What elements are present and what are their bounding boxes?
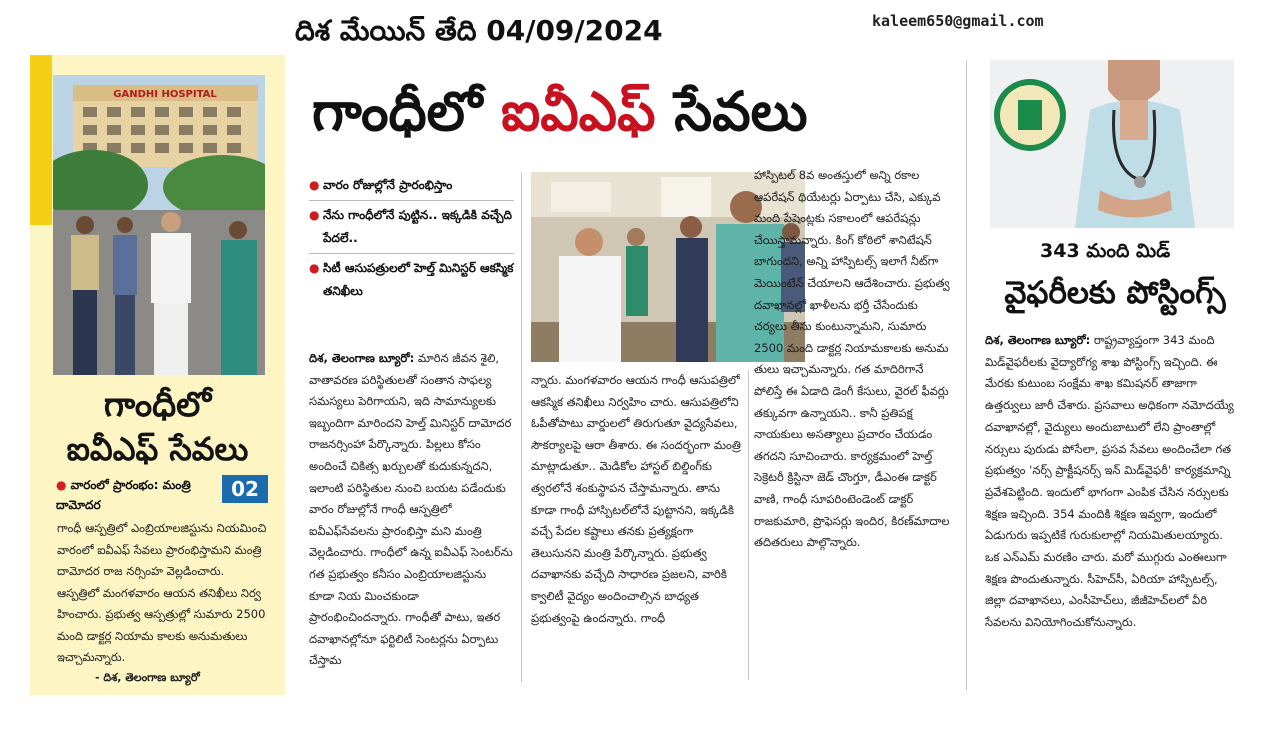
sidebar-headline-line2: ఐవీఎఫ్ సేవలు bbox=[66, 430, 249, 468]
bullet-dot-icon: ● bbox=[56, 478, 71, 492]
sidebar-accent-bar bbox=[30, 55, 52, 225]
page-number-badge: 02 bbox=[222, 475, 268, 503]
dateline: దిశ, తెలంగాణ బ్యూరో: bbox=[309, 351, 415, 365]
right-article-body bbox=[985, 330, 1240, 634]
bullet-dot-icon: ● bbox=[309, 178, 320, 192]
sidebar-credit: - దిశ, తెలంగాణ బ్యూరో bbox=[95, 671, 200, 684]
edition-date-title: దిశ మేయిన్ తేది 04/09/2024 bbox=[295, 14, 663, 47]
highlight-bullets bbox=[309, 174, 514, 303]
column-divider bbox=[748, 370, 749, 680]
right-dateline: దిశ, తెలంగాణ బ్యూరో: bbox=[985, 333, 1091, 347]
bullet-item bbox=[309, 204, 514, 250]
column-1-text: మారిన జీవన శైలి, వాతావరణ పరిస్థితులతో సంతాన సాఫల్య సమస్యలు పెరిగాయని, ఇది సామాన్యులకు ఇబ్బందిగా మారిందని హెల్త్ మినిస్టర్ దామోదర రాజనర్సింహా పేర్కొన్నారు. పిల్లలు కోసం అందించే చికిత్స ఖర్చులతో కుదుకున్నదని, ఇలాంటి పరిస్థితుల నుంచి బయట పడేందుకు వారం రోజుల్లోనే గాంధీ ఆస్పత్రిలో ఐవీఎఫ్‌సేవలను ప్రారంభిస్తా మని మంత్రి వెల్లడించారు. గాంధీలో ఉన్న ఐవీఎఫ్ సెంటర్‌ను గత ప్రభుత్వం కనీసం ఎంబ్రియాలజిస్టును కూడా నియ మించకుండా ప్రారంభించిందన్నారు. గాంధీతో పాటు, ఇతర దవాఖానల్లోనూ ఫర్టిలిటీ సెంటర్లను ఏర్పాటు చేస్తామ bbox=[309, 351, 513, 668]
contact-email: kaleem650@gmail.com bbox=[872, 12, 1044, 30]
article-column-2: న్నారు. మంగళవారం ఆయన గాంధీ ఆసుపత్రిలో ఆకస్మిక తనిఖీలు నిర్వహిం చారు. ఆసుపత్రిలోని ఓపీతోపాటు వార్డులలో తిరుగుతూ వైద్యసేవలు, సౌకర్యాలపై ఆరా తీశారు. ఈ సందర్భంగా మంత్రి మాట్లాడుతూ.. మెడికోల హాస్టల్ బిల్డింగ్‌కు త్వరలోనే శంకుస్థాపన చేస్తామన్నారు. తాను కూడా గాంధీ హాస్పిటల్‌లోనే పుట్టానని, ఇక్కడికి వచ్చే పేదల కష్టాలు తనకు ప్రత్యక్షంగా తెలుసునని మంత్రి పేర్కొన్నారు. ప్రభుత్వ దవాఖానకు వచ్చేది సాధారణ ప్రజలని, వారికి క్వాలిటీ వైద్యం అందించాల్సిన బాధ్యత ప్రభుత్వంపై ఉందన్నారు. గాంధీ bbox=[531, 373, 741, 625]
hospital-visit-photo bbox=[53, 75, 265, 375]
column-divider bbox=[966, 60, 967, 690]
bullet-item bbox=[309, 257, 514, 303]
main-headline bbox=[312, 80, 808, 157]
right-headline-line1: 343 మంది మిడ్ bbox=[1040, 240, 1171, 262]
bullet-item bbox=[309, 174, 514, 197]
sidebar-headline-line1: గాంధీలో bbox=[103, 385, 212, 425]
bullet-text: వారం రోజుల్లోనే ప్రారంభిస్తాం bbox=[323, 178, 453, 192]
hospital-sign: GANDHI HOSPITAL bbox=[113, 89, 217, 100]
bullet-text: సిటీ ఆసుపత్రులలో హెల్త్ మినిస్టర్ ఆకస్మిక తనిఖీలు bbox=[323, 261, 514, 298]
bullet-divider bbox=[309, 200, 514, 201]
sidebar-body-text: గాంధీ ఆస్పత్రిలో ఎంబ్రియాలజిస్టును నియమించి వారంలో ఐవీఎఫ్ సేవలు ప్రారంభిస్తామని మంత్రి దామోదర రాజ నర్సింహ వెల్లడించారు. ఆస్పత్రిలో మంగళవారం ఆయన తనిఖీలు నిర్వ హించారు. ప్రభుత్వ ఆస్పత్రుల్లో సుమారు 2500 మంది డాక్టర్ల నియామ కాలకు అనుమతులు ఇచ్చామన్నారు. bbox=[57, 521, 267, 664]
column-divider bbox=[521, 172, 522, 682]
headline-part-2: ఐవీఎఫ్ bbox=[501, 80, 656, 143]
article-column-3: హాస్పిటల్ 8వ అంతస్తులో అన్ని రకాల ఆపరేషన్ థియేటర్లు ఏర్పాటు చేసి, ఎక్కువ మంది పేషెంట్లకు సకాలంలో ఆపరేషన్లు చేయిస్తామన్నారు. కింగ్ కోఠిలో శానిటేషన్ బాగుందని, అన్ని హాస్పిటల్స్ ఇలాగే నీట్‌గా మెయింటేన్ చేయాలని ఆదేశించారు. ప్రభుత్వ దవాఖానల్లో ఖాళీలను భర్తీ చేసేందుకు చర్యలు తీసు కుంటున్నామని, సుమారు 2500 మంది డాక్టర్ల నియామకాలకు అనుమ తులు ఇచ్చామన్నారు. గత మాదిరిగానే పోలిస్తే ఈ ఏడాది డెంగీ కేసులు, వైరల్ ఫీవర్లు తక్కువగా ఉన్నాయని.. కానీ ప్రతిపక్ష నాయకులు అసత్యాలు ప్రచారం చేయడం తగదని సూచించారు. కార్యక్రమంలో హెల్త్ సెక్రెటరీ క్రిస్టినా జెడ్ చొంగ్తూ, డీఎంఈ డాక్టర్ వాణి, గాంధీ సూపరింటెండెంట్ డాక్టర్ రాజకుమారి, ప్రొఫెసర్లు ఇందిర, కిరణ్‌మాదాల తదితరులు పాల్గొన్నారు. bbox=[754, 168, 950, 550]
bullet-divider bbox=[309, 253, 514, 254]
bullet-dot-icon: ● bbox=[309, 261, 320, 275]
headline-part-3: సేవలు bbox=[674, 80, 808, 143]
bullet-text: నేను గాంధీలోనే పుట్టిన.. ఇక్కడికి వచ్చేది పేదలే.. bbox=[323, 208, 512, 245]
right-headline-line2: వైఫరీలకు పోస్టింగ్స్ bbox=[1004, 275, 1226, 311]
article-column-1 bbox=[309, 348, 515, 672]
sidebar-bullet bbox=[56, 475, 221, 515]
sidebar-bullet-text: వారంలో ప్రారంభం: మంత్రి దామోదర bbox=[56, 478, 191, 512]
nurse-illustration bbox=[990, 60, 1234, 228]
nurse-photo bbox=[990, 60, 1234, 228]
hospital-visit-illustration bbox=[53, 75, 265, 375]
right-body-text: రాష్ట్రవ్యాప్తంగా 343 మంది మిడ్‌వైఫరీలకు వైద్యారోగ్య శాఖ పోస్టింగ్స్ ఇచ్చింది. ఈ మేరకు కుటుంబ సంక్షేమ శాఖ కమిషనర్ తాజాగా ఉత్తర్వులు జారీ చేశారు. ప్రసవాలు అధికంగా నమోదయ్యే దవాఖానల్లో, వైద్యులు అందుబాటులో లేని ప్రాంతాల్లో నర్సులు పురుడు పోసేలా, ప్రసవ సేవలు అందించేలా గత ప్రభుత్వం 'నర్స్ ప్రాక్టీషనర్స్ ఇన్ మిడ్‌వైఫరీ' కార్యక్రమాన్ని ప్రవేశపెట్టింది. ఇందులో భాగంగా ఎంపిక చేసిన నర్సులకు శిక్షణ ఇచ్చింది. 354 మందికి శిక్షణ ఇవ్వగా, ఇందులో ఏడుగురు ఇప్పటికే గురుకులాల్లో నియమితులయ్యారు. ఒక ఎన్ఎమ్ మరణిం చారు. మరో ముగ్గురు ఎంఈలుగా శిక్షణ పొందుతున్నారు. సీహెచ్‌సీ, ఏరియా హాస్పిటల్స్, జిల్లా దవాఖానలు, ఎంసీహెచ్‌లు, జీజీహెచ్‌లలో వీరి సేవలను వినియోగించుకోనున్నారు. bbox=[985, 333, 1234, 630]
bullet-dot-icon: ● bbox=[309, 208, 320, 222]
headline-part-1: గాంధీలో bbox=[312, 80, 483, 143]
